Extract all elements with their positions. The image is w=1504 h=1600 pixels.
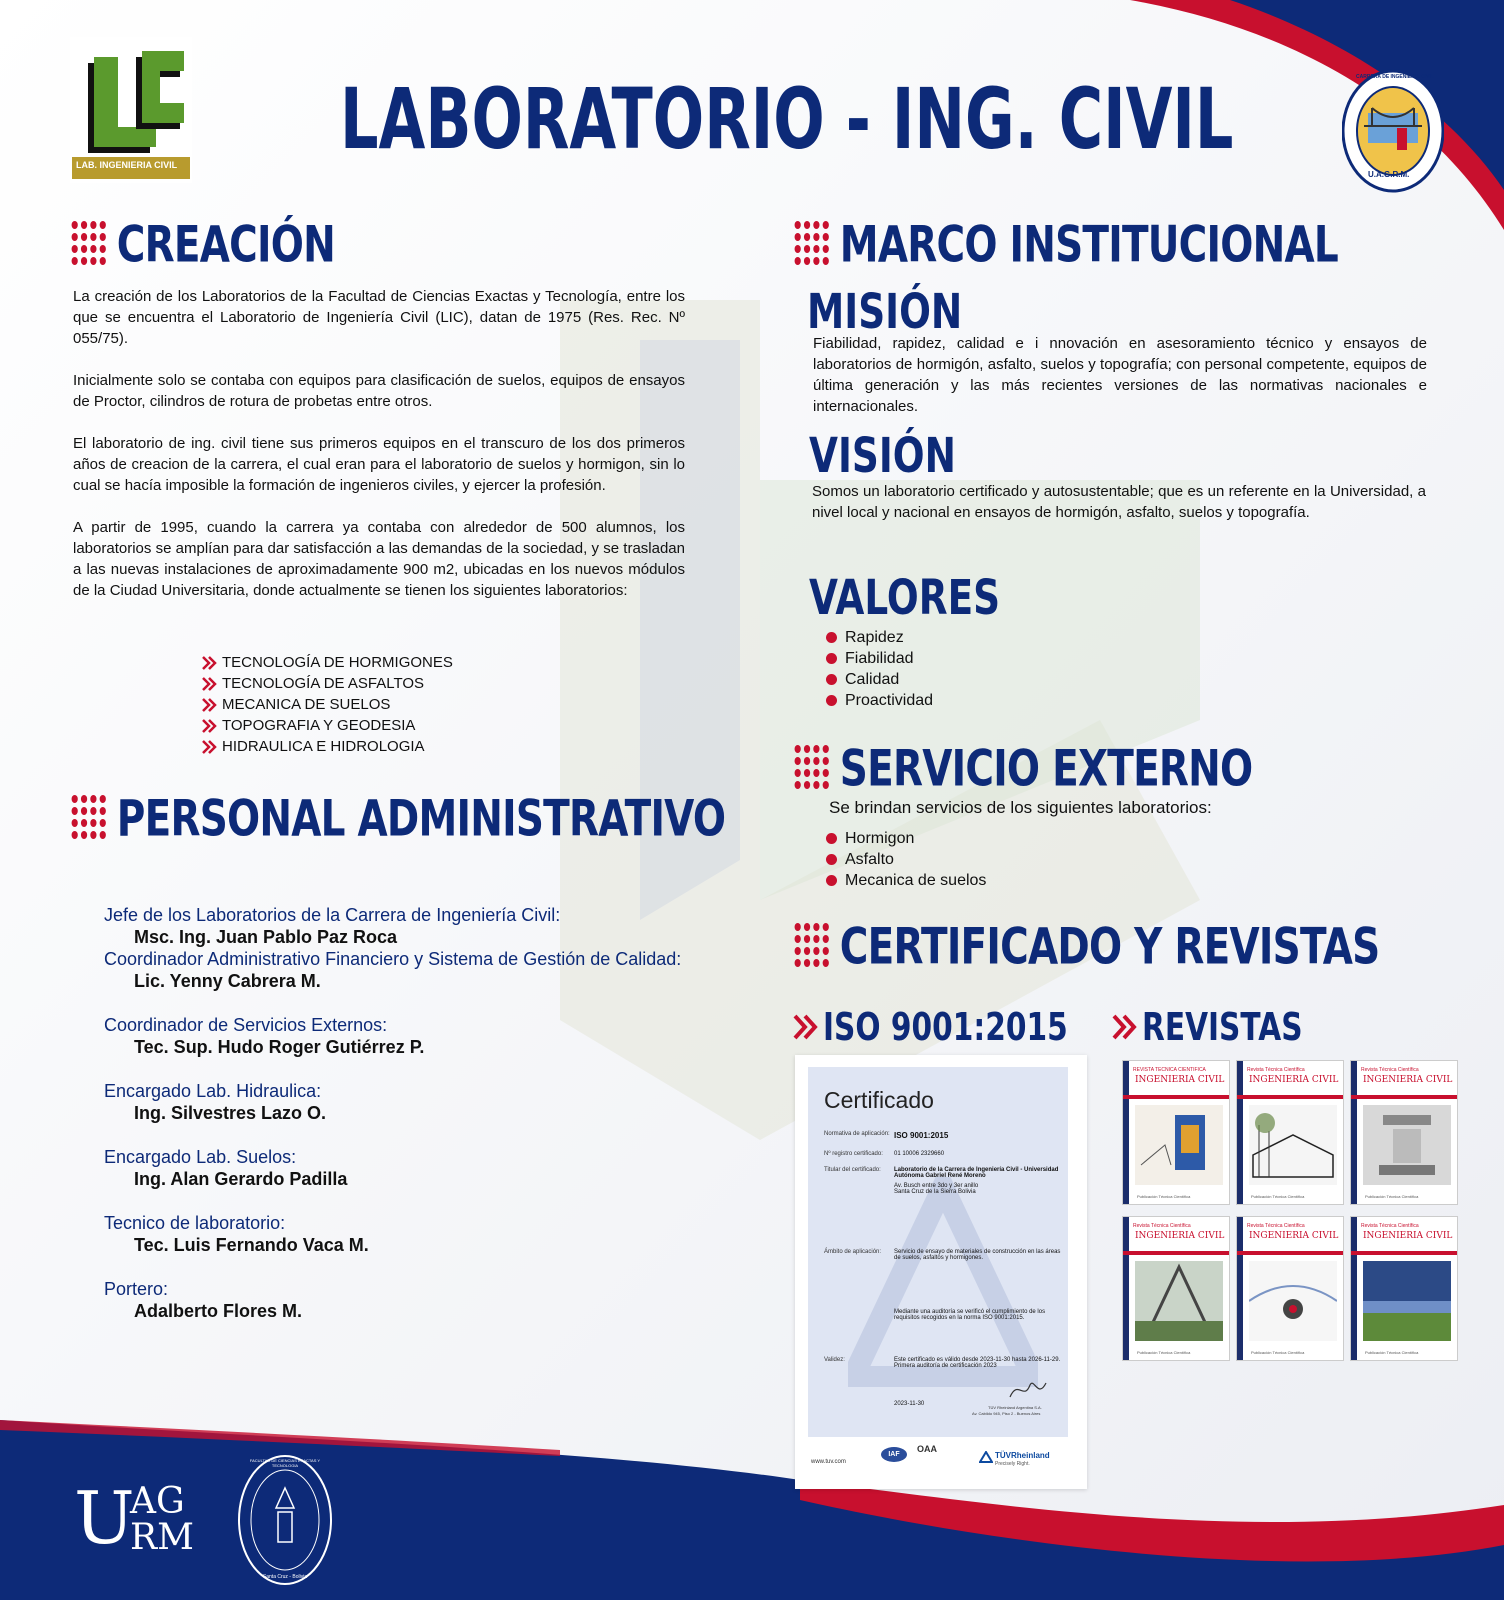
certificado-heading: CERTIFICADO Y REVISTAS [793,914,1379,976]
staff-role: Jefe de los Laboratorios de la Carrera de Ingeniería Civil: [104,905,561,925]
facultad-seal-icon [236,1452,334,1588]
revista-cover: Revista Técnica Científica INGENIERIA CIVIL Publicación Técnica Científica [1236,1060,1344,1205]
revista-cover: Revista Técnica Científica INGENIERIA CIVIL Publicación Técnica Científica [1122,1216,1230,1361]
tuv-tagline: Precisely Right. [995,1461,1030,1467]
certificate-row: Validez: Este certificado es válido desde 2023-11-30 hasta 2026-11-29. Primera auditoría de certificación 2023 [824,1357,1061,1369]
labs-list [202,652,453,757]
flow-diagram-illustration [1249,1261,1337,1341]
vision-title: VISIÓN [809,428,956,484]
carrera-logo [1342,68,1444,194]
certificate-row: Nº registro certificado: 01 10006 2329660 [824,1151,945,1157]
list-item: Mecanica de suelos [826,870,986,891]
campus-photo-illustration [1363,1261,1451,1341]
certificate-row: Mediante una auditoría se verificó el cumplimiento de los requisitos recogidos en la norma ISO 9001:2015. [894,1309,1046,1321]
bullet-icon [826,632,837,643]
iso-certificate [795,1055,1087,1489]
staff-entry [104,948,681,992]
double-chevron-icon [202,698,218,712]
staff-entry [104,904,560,948]
double-chevron-icon [202,656,218,670]
staff-name: Ing. Silvestres Lazo O. [134,1103,327,1123]
staff-entry [104,1146,347,1190]
triangle-watermark-icon [848,1177,1038,1387]
certificate-row: Titular del certificado: Laboratorio de la Carrera de Ingeniería Civil - Universidad Autónoma Gabriel René Moreno [824,1167,1059,1179]
seal-text: FACULTAD DE CIENCIAS EXACTAS Y TECNOLOGIA [249,1458,321,1468]
staff-role: Coordinador de Servicios Externos: [104,1015,388,1035]
staff-name: Ing. Alan Gerardo Padilla [134,1169,348,1189]
list-item: TECNOLOGÍA DE HORMIGONES [202,652,453,673]
certificate-web: www.tuv.com [811,1459,846,1465]
valores-title: VALORES [809,570,1001,626]
mision-title: MISIÓN [807,284,963,340]
lab-equipment-illustration [1135,1105,1223,1185]
revista-cover: Revista Técnica Científica INGENIERIA CIVIL Publicación Técnica Científica [1350,1216,1458,1361]
double-chevron-icon [202,719,218,733]
staff-entry [104,1278,302,1322]
certificate-row: Av. Busch entre 3do y 3er anillo Santa Cruz de la Sierra Bolivia [894,1183,979,1195]
signature-address: Av. Cabildo 945, Piso 2 - Buenos Aires [972,1411,1041,1416]
list-item: Asfalto [826,849,986,870]
staff-entry [104,1080,326,1124]
dots-icon [793,219,834,271]
staff-name: Lic. Yenny Cabrera M. [134,971,321,991]
staff-entry [104,1212,369,1256]
list-item: Calidad [826,669,933,690]
personal-heading: PERSONAL ADMINISTRATIVO [70,786,725,848]
bullet-icon [826,653,837,664]
uagrm-logo [74,1476,224,1570]
double-chevron-icon [202,677,218,691]
certificate-row: Ámbito de aplicación: Servicio de ensayo de materiales de construcción en las áreas de suelos, asfaltos y hormigones. [824,1249,1061,1261]
staff-name: Msc. Ing. Juan Pablo Paz Roca [134,927,398,947]
staff-role: Encargado Lab. Suelos: [104,1147,297,1167]
lic-logo-caption: LAB. INGENIERIA CIVIL [76,160,178,170]
dots-icon [793,743,834,795]
double-chevron-icon [202,740,218,754]
building-sketch-illustration [1249,1105,1337,1185]
staff-role: Coordinador Administrativo Financiero y Sistema de Gestión de Calidad: [104,949,682,969]
press-machine-illustration [1363,1105,1451,1185]
bullet-icon [826,875,837,886]
iaf-logo: IAF [881,1447,907,1462]
creacion-text [73,286,685,601]
carrera-logo-top: CARRERA DE INGENIERIA CIVIL [1356,74,1434,80]
double-chevron-icon [793,1013,823,1041]
iso-subheading: ISO 9001:2015 [793,1005,1137,1049]
dots-icon [70,219,111,271]
uagrm-u: U [74,1476,135,1560]
staff-role: Tecnico de laboratorio: [104,1213,286,1233]
servicio-heading: SERVICIO EXTERNO [793,736,1252,798]
staff-role: Portero: [104,1279,169,1299]
list-item: MECANICA DE SUELOS [202,694,453,715]
creacion-paragraph: La creación de los Laboratorios de la Facultad de Ciencias Exactas y Tecnología, entre los que se encuentra el Laboratorio de Ingeniería Civil (LIC), datan de 1975 (Res. Rec. Nº 055/75). [73,288,685,347]
carrera-logo-bottom: U.A.G.R.M. [1368,170,1410,179]
vision-text: Somos un laboratorio certificado y autosustentable; que es un referente en la Universidad, a nivel local y nacional en ensayos de hormigón, asfalto, suelos y topografía. [812,483,1426,521]
list-item: Proactividad [826,690,933,711]
certificate-title: Certificado [824,1087,934,1113]
staff-role: Encargado Lab. Hidraulica: [104,1081,322,1101]
revista-cover: Revista Técnica Científica INGENIERIA CIVIL Publicación Técnica Científica [1236,1216,1344,1361]
marco-heading: MARCO INSTITUCIONAL [793,212,1338,274]
tuv-triangle-icon [979,1451,993,1463]
mision-text: Fiabilidad, rapidez, calidad e i nnovación en asesoramiento técnico y ensayos de laboratorios de hormigón, asfalto, suelos y topografía; con personal competente, equipos de última generación y las más recientes versiones de las normativas nacionales e internacionales. [813,335,1427,415]
creacion-paragraph: El laboratorio de ing. civil tiene sus primeros equipos en el transcuro de los dos primeros años de creacion de la carrera, el cual eran para el laboratorio de suelos y hormigon, sin lo cual se hacía imposible la formación de ingenieros civiles, y ejercer la profesión. [73,435,685,494]
revistas-subheading: REVISTAS [1112,1005,1348,1049]
uagrm-ag: AG [130,1481,185,1522]
staff-name: Tec. Luis Fernando Vaca M. [134,1235,369,1255]
signature-icon [1008,1377,1048,1403]
signature-org: TÜV Rheinland Argentina S.A. [988,1405,1042,1410]
list-item: Hormigon [826,828,986,849]
staff-name: Adalberto Flores M. [134,1301,303,1321]
oaa-logo: OAA [917,1444,937,1454]
staff-entry [104,1014,424,1058]
monument-photo-illustration [1135,1261,1223,1341]
tuv-logo-text: TÜVRheinland [995,1451,1050,1460]
bullet-icon [826,674,837,685]
valores-list [826,627,933,711]
creacion-heading: CREACIÓN [70,212,335,274]
facultad-seal [236,1452,334,1588]
revista-cover: REVISTA TECNICA CIENTIFICA INGENIERIA CIVIL Publicación Técnica Científica [1122,1060,1230,1205]
bullet-icon [826,695,837,706]
creacion-paragraph: Inicialmente solo se contaba con equipos para clasificación de suelos, equipos de ensayos de Proctor, cilindros de rotura de probetas entre otros. [73,372,685,410]
servicio-list [826,828,986,891]
bullet-icon [826,833,837,844]
seal-city: Santa Cruz - Bolivia [262,1574,308,1580]
certificate-row: Normativa de aplicación: ISO 9001:2015 [824,1131,949,1140]
double-chevron-icon [1112,1013,1142,1041]
page-title: LABORATORIO - ING. CIVIL [340,70,1234,168]
list-item: TECNOLOGÍA DE ASFALTOS [202,673,453,694]
uagrm-rm: RM [130,1517,194,1558]
revista-cover: Revista Técnica Científica INGENIERIA CIVIL Publicación Técnica Científica [1350,1060,1458,1205]
certificate-row: 2023-11-30 [894,1401,925,1407]
list-item: HIDRAULICA E HIDROLOGIA [202,736,453,757]
certificate-body [808,1067,1068,1437]
servicio-intro: Se brindan servicios de los siguientes laboratorios: [829,798,1212,817]
creacion-paragraph: A partir de 1995, cuando la carrera ya contaba con alrededor de 500 alumnos, los laboratorios se amplían para dar satisfacción a las demandas de la sociedad, y se trasladan a las nuevas instalaciones de aproximadamente 900 m2, ubicadas en los nuevos módulos de la Ciudad Universitaria, donde actualmente se tienen los siguientes laboratorios: [73,519,685,599]
list-item: Rapidez [826,627,933,648]
list-item: TOPOGRAFIA Y GEODESIA [202,715,453,736]
bullet-icon [826,854,837,865]
dots-icon [70,793,111,845]
lic-logo [70,37,192,183]
dots-icon [793,921,834,973]
staff-name: Tec. Sup. Hudo Roger Gutiérrez P. [134,1037,425,1057]
list-item: Fiabilidad [826,648,933,669]
